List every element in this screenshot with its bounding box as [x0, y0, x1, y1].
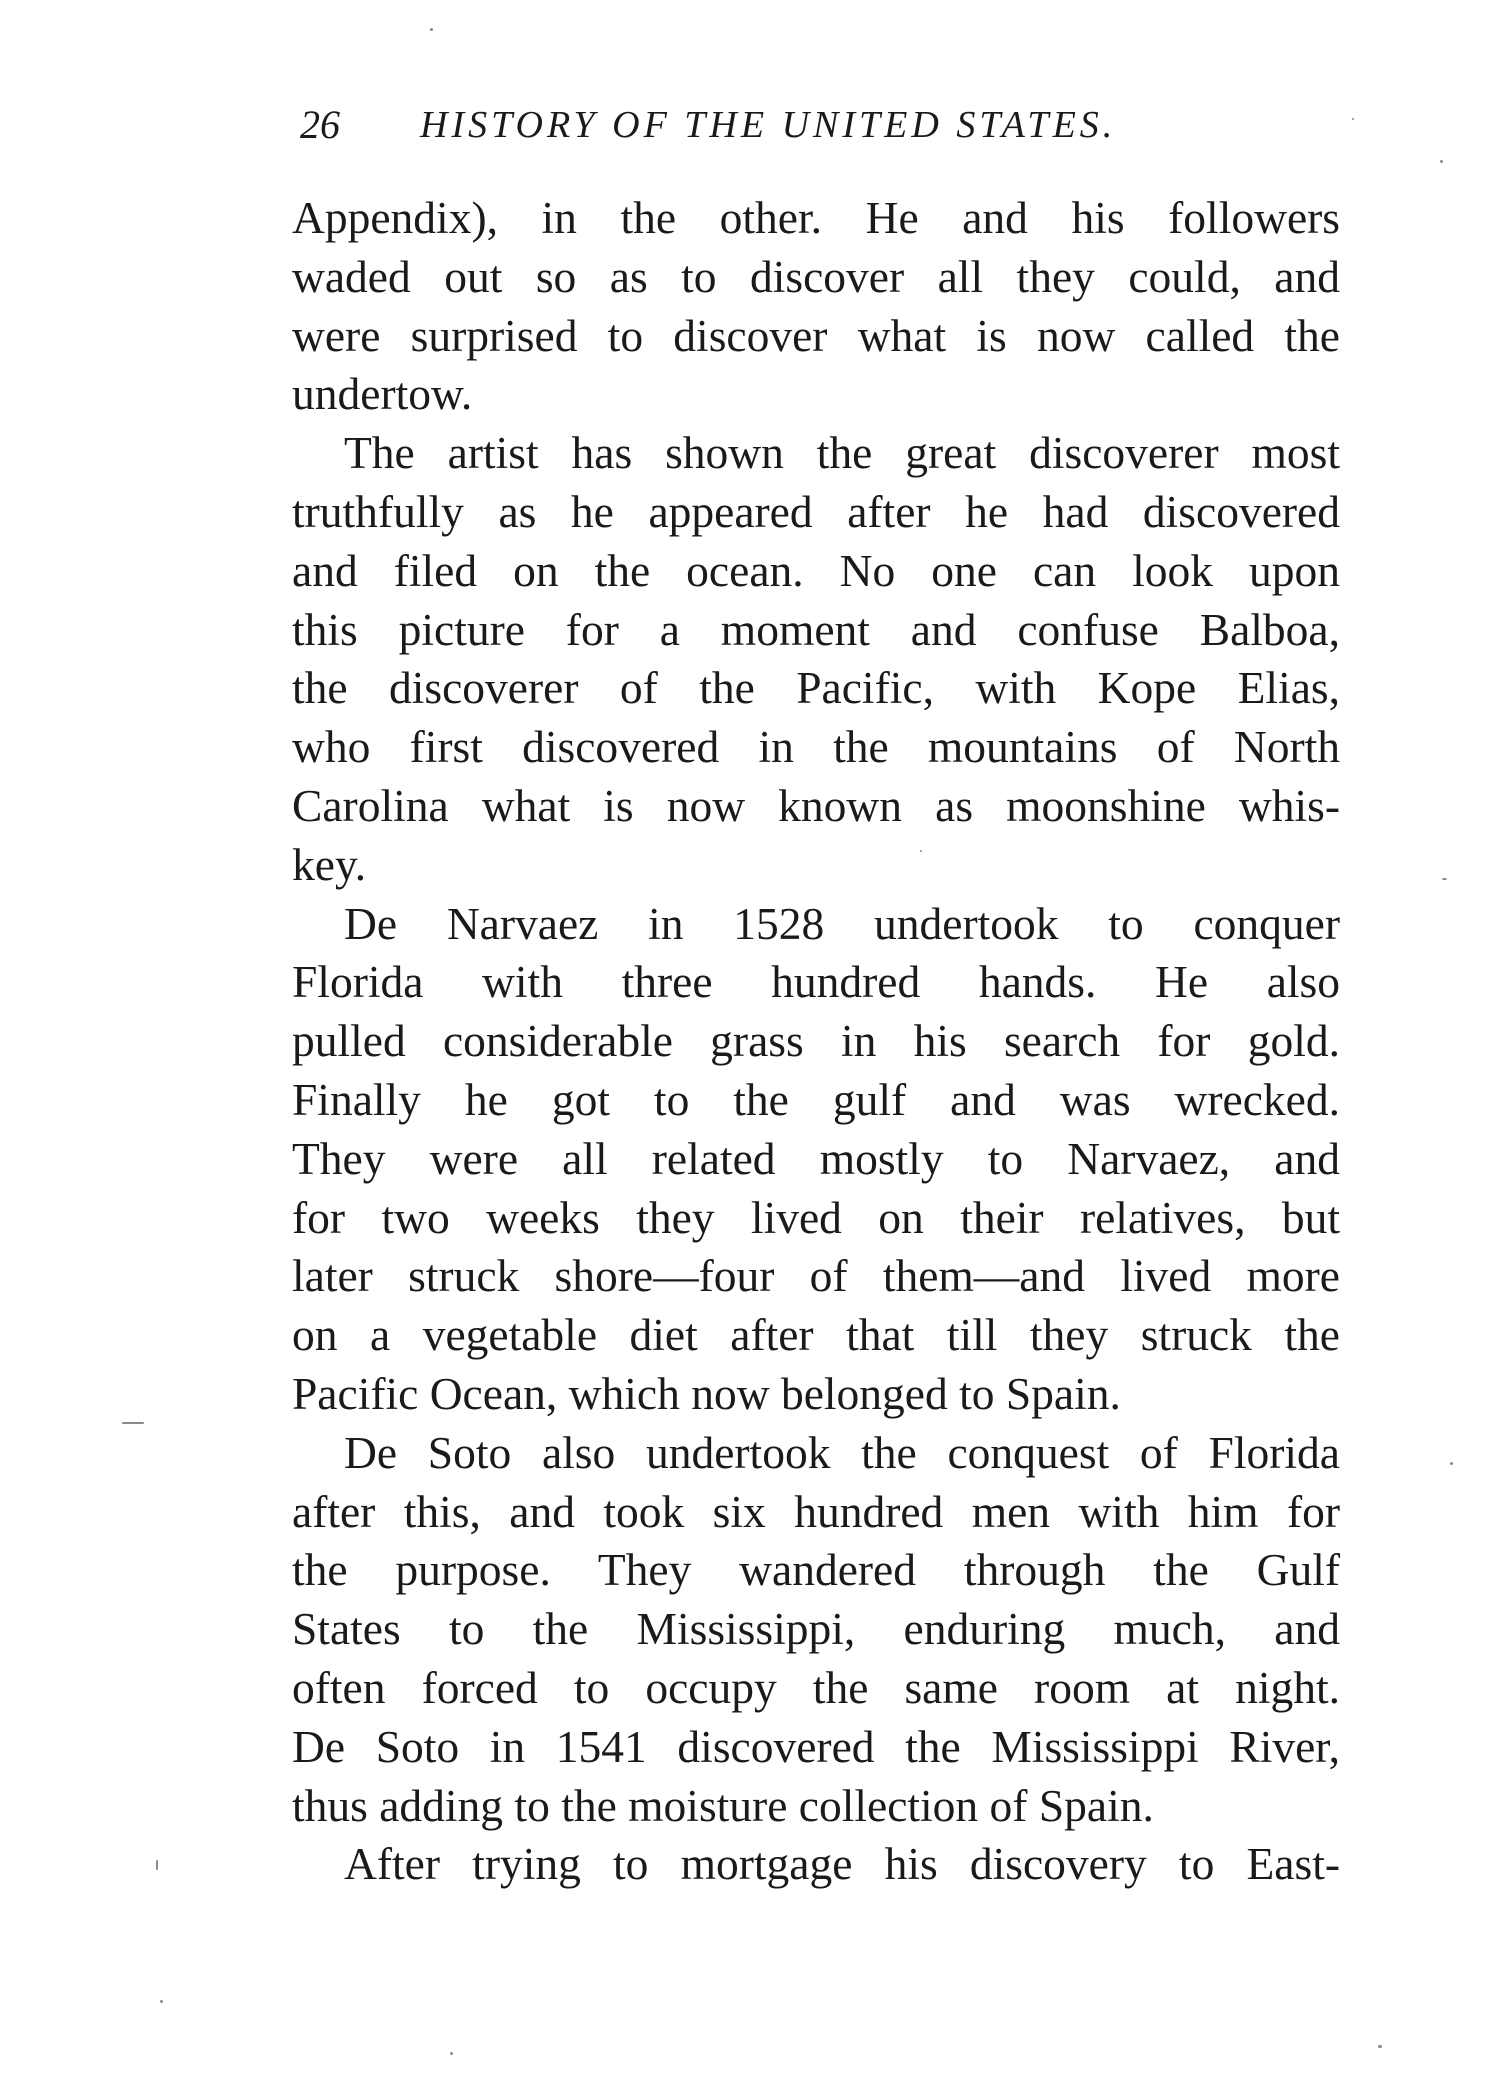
paragraph: [292, 1835, 1340, 1894]
text-line: De Soto in 1541 discovered the Mississippi River,: [292, 1720, 1340, 1772]
scan-speck: [450, 2052, 453, 2055]
text-line: on a vegetable diet after that till they struck the: [292, 1309, 1340, 1361]
text-line: The artist has shown the great discoverer most: [344, 427, 1340, 479]
text-line: Florida with three hundred hands. He also: [292, 956, 1340, 1008]
scan-speck: [430, 28, 433, 31]
text-line: were surprised to discover what is now called the: [292, 309, 1340, 361]
scan-speck: [1442, 878, 1447, 880]
text-line: Appendix), in the other. He and his followers: [292, 192, 1340, 243]
page-number: 26: [300, 102, 340, 147]
body-text: [292, 189, 1340, 1894]
text-line: States to the Mississippi, enduring much, and: [292, 1603, 1340, 1655]
text-line: De Narvaez in 1528 undertook to conquer: [344, 897, 1340, 949]
running-head: [292, 100, 1340, 150]
text-line: this picture for a moment and confuse Balboa,: [292, 603, 1340, 655]
text-line: truthfully as he appeared after he had discovered: [292, 485, 1340, 537]
text-line: for two weeks they lived on their relatives, but: [292, 1191, 1340, 1243]
scan-speck: [1352, 118, 1354, 120]
scan-speck: [1450, 1462, 1453, 1465]
text-line: undertow.: [292, 368, 473, 420]
text-line: They were all related mostly to Narvaez, and: [292, 1132, 1340, 1184]
text-line: Finally he got to the gulf and was wrecked.: [292, 1073, 1340, 1125]
text-line: the purpose. They wandered through the Gulf: [292, 1544, 1340, 1596]
paragraph: [292, 424, 1340, 894]
text-line: the discoverer of the Pacific, with Kope Elias,: [292, 662, 1340, 714]
paragraph: [292, 1424, 1340, 1836]
text-line: De Soto also undertook the conquest of Florida: [344, 1426, 1340, 1478]
text-line: often forced to occupy the same room at night.: [292, 1661, 1340, 1713]
scan-speck: [920, 850, 922, 852]
scan-speck: [160, 2000, 163, 2003]
paragraph: [292, 189, 1340, 424]
text-line: waded out so as to discover all they could, and: [292, 250, 1340, 302]
text-line: and filed on the ocean. No one can look upon: [292, 544, 1340, 596]
scan-speck: [1378, 2045, 1382, 2048]
text-line: key.: [292, 838, 367, 890]
text-line: after this, and took six hundred men with him for: [292, 1485, 1340, 1537]
running-title: HISTORY OF THE UNITED STATES.: [420, 104, 1117, 146]
text-line: Pacific Ocean, which now belonged to Spain.: [292, 1367, 1121, 1419]
scan-speck: [122, 1422, 144, 1424]
text-line: later struck shore—four of them—and lived more: [292, 1250, 1340, 1302]
text-line: who first discovered in the mountains of North: [292, 721, 1340, 773]
paragraph: [292, 895, 1340, 1424]
scan-speck: [1440, 160, 1443, 163]
text-line: pulled considerable grass in his search for gold.: [292, 1015, 1340, 1067]
text-line: Carolina what is now known as moonshine whis-: [292, 779, 1340, 831]
scan-speck: [156, 1860, 158, 1870]
text-line: thus adding to the moisture collection of Spain.: [292, 1779, 1154, 1831]
text-line: After trying to mortgage his discovery to East-: [344, 1838, 1340, 1890]
